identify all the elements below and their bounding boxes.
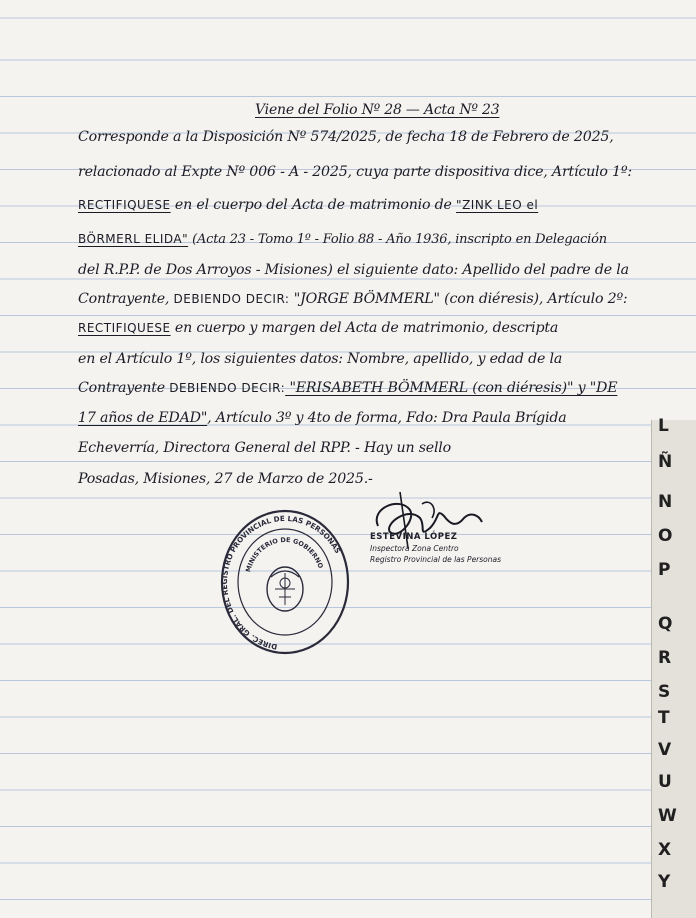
names-quote: "ZINK LEO el bbox=[456, 198, 539, 212]
index-letter: O bbox=[658, 526, 673, 546]
text-line-3-body: en el cuerpo del Acta de matrimonio de bbox=[170, 197, 457, 213]
index-letter: T bbox=[658, 708, 670, 728]
index-letter: U bbox=[658, 772, 672, 792]
signer-title: Inspectora Zona Centro bbox=[370, 544, 459, 553]
index-letter: Y bbox=[658, 872, 671, 892]
official-stamp bbox=[219, 507, 351, 657]
text-line-9 bbox=[78, 380, 617, 396]
index-letter: W bbox=[658, 806, 677, 826]
stamp-inner-text: MINISTERIO DE GOBIERNO bbox=[244, 535, 325, 574]
debiendo-decir-1: DEBIENDO DECIR: bbox=[173, 292, 290, 306]
signature-block bbox=[370, 532, 501, 564]
age-quote: 17 años de EDAD" bbox=[78, 410, 208, 426]
text-line-10-body: , Artículo 3º y 4to de forma, Fdo: Dra Paula Brígida bbox=[207, 410, 567, 426]
index-letter: V bbox=[658, 740, 672, 760]
index-letter: N bbox=[658, 492, 673, 512]
index-letter: R bbox=[658, 648, 672, 668]
rectifiquese-1: RECTIFIQUESE bbox=[78, 198, 171, 212]
text-line-7-body: en cuerpo y margen del Acta de matrimonio, descripta bbox=[170, 320, 559, 336]
index-letter: Ñ bbox=[658, 452, 673, 472]
text-line-4-body: (Acta 23 - Tomo 1º - Folio 88 - Año 1936, inscripto en Delegación bbox=[188, 232, 607, 247]
text-line-8: en el Artículo 1º, los siguientes datos: Nombre, apellido, y edad de la bbox=[78, 351, 563, 367]
text-line-3 bbox=[78, 197, 538, 213]
text-line-6-body: "JORGE BÖMMERL" (con diéresis), Artículo 2º: bbox=[289, 291, 628, 307]
text-line-6-start: Contrayente, bbox=[78, 291, 174, 307]
signer-name: ESTEVINA LÓPEZ bbox=[370, 532, 458, 542]
text-line-9-start: Contrayente bbox=[78, 380, 170, 396]
index-letter: S bbox=[658, 682, 671, 702]
debiendo-decir-2: DEBIENDO DECIR: bbox=[169, 381, 286, 395]
text-line-12: Posadas, Misiones, 27 de Marzo de 2025.- bbox=[78, 471, 373, 487]
signer-office: Registro Provincial de las Personas bbox=[370, 555, 502, 564]
page-heading: Viene del Folio Nº 28 — Acta Nº 23 bbox=[255, 102, 500, 118]
index-letter: X bbox=[658, 840, 672, 860]
text-line-5: del R.P.P. de Dos Arroyos - Misiones) el siguiente dato: Apellido del padre de la bbox=[78, 262, 629, 278]
index-letter: Q bbox=[658, 614, 673, 634]
text-line-11: Echeverría, Directora General del RPP. - Hay un sello bbox=[78, 440, 451, 456]
rectifiquese-2: RECTIFIQUESE bbox=[78, 321, 171, 335]
stamp-outer-text: DIREC. GRAL. DEL REGISTRO PROVINCIAL DE LAS PERSONAS bbox=[220, 513, 343, 652]
text-line-9-body: "ERISABETH BÖMMERL (con diéresis)" y "DE bbox=[285, 380, 618, 396]
text-line-4 bbox=[78, 231, 607, 247]
text-line-6 bbox=[78, 291, 628, 307]
coat-of-arms-icon bbox=[267, 567, 303, 611]
index-letter: P bbox=[658, 560, 671, 580]
text-line-2: relacionado al Expte Nº 006 - A - 2025, cuya parte dispositiva dice, Artículo 1º: bbox=[78, 164, 632, 180]
text-line-7 bbox=[78, 320, 558, 336]
text-line-1: Corresponde a la Disposición Nº 574/2025, de fecha 18 de Febrero de 2025, bbox=[78, 129, 614, 145]
names-quote-end: BÖRMERL ELIDA" bbox=[78, 232, 189, 246]
text-line-10 bbox=[78, 410, 567, 426]
index-letter: L bbox=[658, 416, 669, 436]
